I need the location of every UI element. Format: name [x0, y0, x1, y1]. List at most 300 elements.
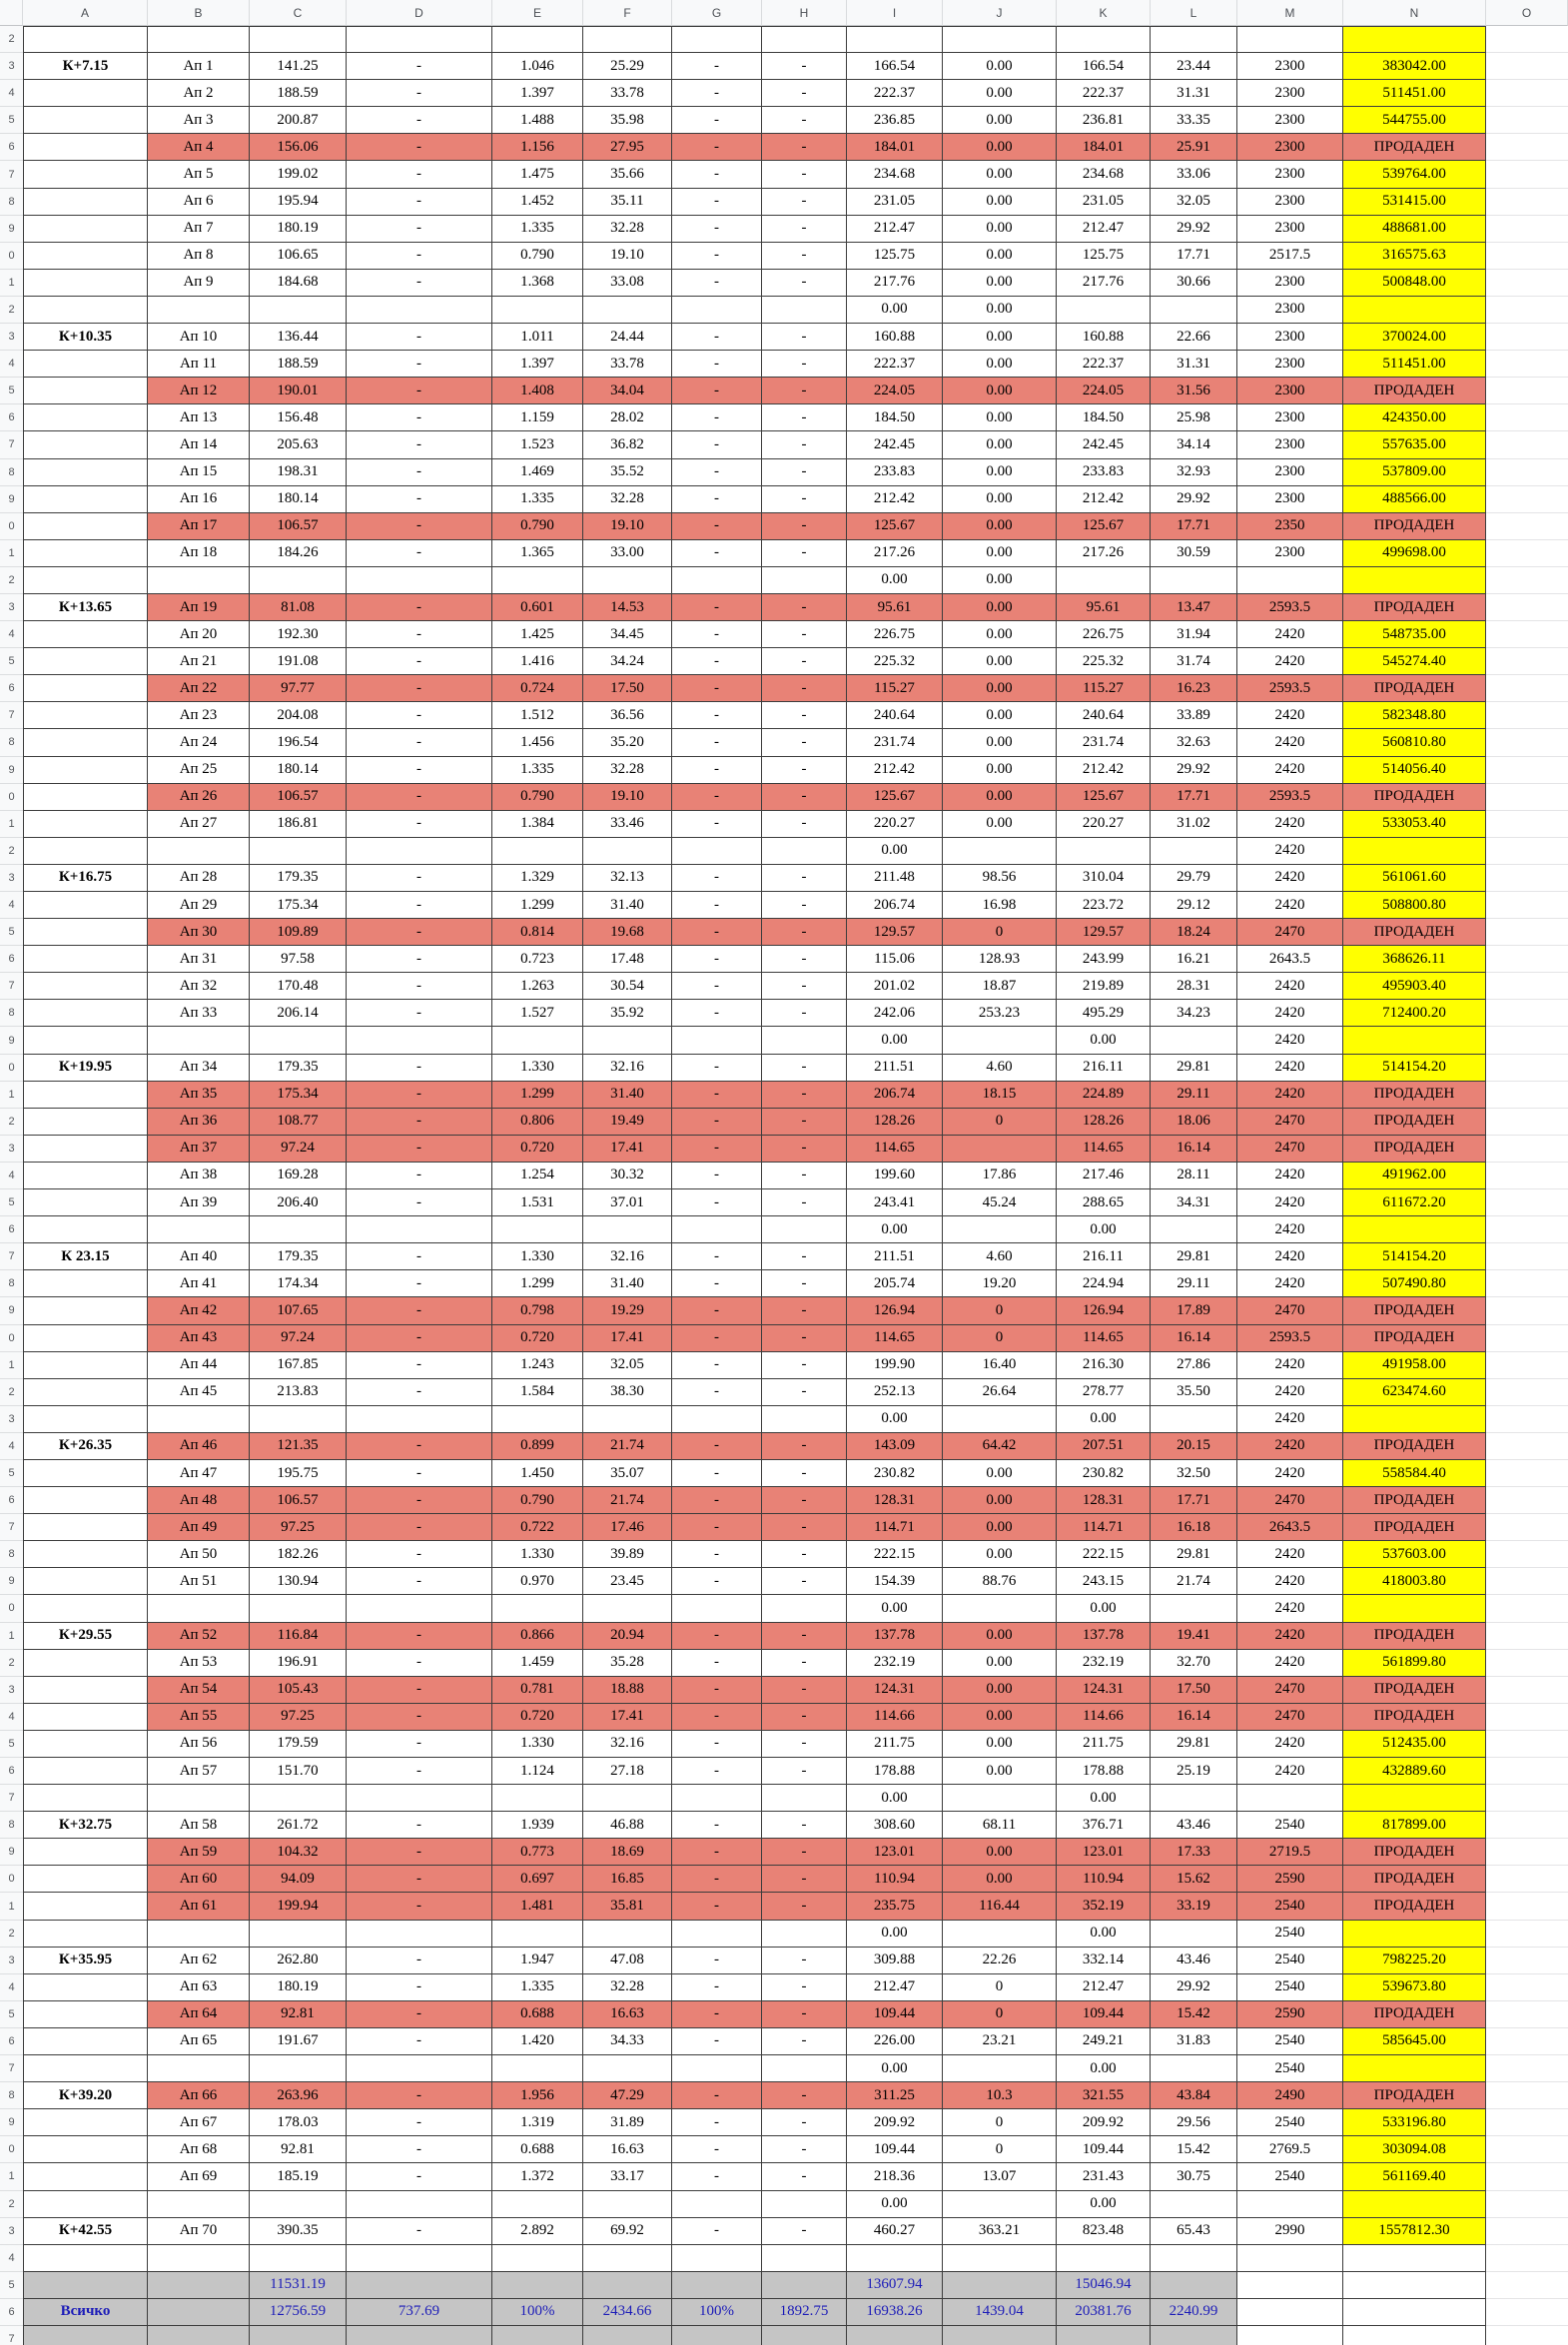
cell-N16[interactable]: 424350.00 [1343, 404, 1486, 431]
cell-J37[interactable]: 18.87 [943, 973, 1057, 1000]
column-header-M[interactable]: M [1237, 0, 1343, 26]
row-header-81[interactable]: 1 [0, 2163, 23, 2190]
cell-C73[interactable]: 262.80 [250, 1948, 347, 1974]
cell-F31[interactable]: 33.46 [583, 811, 672, 838]
cell-M66[interactable]: 2420 [1237, 1758, 1343, 1785]
cell-F61[interactable]: 20.94 [583, 1623, 672, 1650]
cell-J43[interactable] [943, 1136, 1057, 1163]
cell-J71[interactable]: 116.44 [943, 1893, 1057, 1920]
cell-B40[interactable]: Ап 34 [148, 1055, 250, 1082]
cell-I71[interactable]: 235.75 [847, 1893, 943, 1920]
cell-J6[interactable]: 0.00 [943, 134, 1057, 161]
cell-J24[interactable]: 0.00 [943, 621, 1057, 648]
cell-F58[interactable]: 39.89 [583, 1541, 672, 1568]
cell-M30[interactable]: 2593.5 [1237, 784, 1343, 811]
cell-B36[interactable]: Ап 31 [148, 946, 250, 973]
cell-K80[interactable]: 109.44 [1057, 2136, 1151, 2163]
cell-F9[interactable]: 32.28 [583, 216, 672, 243]
cell-K11[interactable]: 217.76 [1057, 270, 1151, 297]
row-header-73[interactable]: 3 [0, 1948, 23, 1974]
row-header-76[interactable]: 6 [0, 2028, 23, 2055]
cell-B18[interactable]: Ап 15 [148, 459, 250, 486]
cell-E30[interactable]: 0.790 [492, 784, 583, 811]
cell-D48[interactable]: - [347, 1270, 492, 1297]
cell-J31[interactable]: 0.00 [943, 811, 1057, 838]
row-header-25[interactable]: 5 [0, 648, 23, 675]
cell-C33[interactable]: 179.35 [250, 865, 347, 892]
cell-J84[interactable] [943, 2245, 1057, 2272]
cell-B62[interactable]: Ап 53 [148, 1650, 250, 1677]
cell-M87[interactable] [1237, 2326, 1343, 2345]
cell-A63[interactable] [23, 1677, 148, 1704]
cell-K22[interactable] [1057, 567, 1151, 594]
cell-M77[interactable]: 2540 [1237, 2055, 1343, 2082]
cell-M34[interactable]: 2420 [1237, 892, 1343, 919]
cell-K70[interactable]: 110.94 [1057, 1866, 1151, 1893]
cell-H45[interactable]: - [762, 1189, 847, 1216]
cell-J3[interactable]: 0.00 [943, 53, 1057, 80]
cell-K51[interactable]: 216.30 [1057, 1352, 1151, 1379]
cell-A65[interactable] [23, 1731, 148, 1758]
row-header-3[interactable]: 3 [0, 53, 23, 80]
cell-H34[interactable]: - [762, 892, 847, 919]
cell-H12[interactable] [762, 297, 847, 324]
cell-F35[interactable]: 19.68 [583, 919, 672, 946]
cell-I24[interactable]: 226.75 [847, 621, 943, 648]
cell-G81[interactable]: - [672, 2163, 762, 2190]
cell-G70[interactable]: - [672, 1866, 762, 1893]
cell-G5[interactable]: - [672, 107, 762, 134]
cell-L66[interactable]: 25.19 [1151, 1758, 1237, 1785]
cell-K10[interactable]: 125.75 [1057, 243, 1151, 270]
cell-I75[interactable]: 109.44 [847, 2001, 943, 2028]
cell-E55[interactable]: 1.450 [492, 1460, 583, 1487]
cell-B65[interactable]: Ап 56 [148, 1731, 250, 1758]
cell-D11[interactable]: - [347, 270, 492, 297]
cell-N70[interactable]: ПРОДАДЕН [1343, 1866, 1486, 1893]
cell-H14[interactable]: - [762, 351, 847, 378]
cell-G57[interactable]: - [672, 1514, 762, 1541]
cell-H44[interactable]: - [762, 1163, 847, 1189]
row-header-30[interactable]: 0 [0, 784, 23, 811]
cell-C15[interactable]: 190.01 [250, 378, 347, 404]
cell-M67[interactable] [1237, 1785, 1343, 1812]
cell-N9[interactable]: 488681.00 [1343, 216, 1486, 243]
cell-G76[interactable]: - [672, 2028, 762, 2055]
cell-N80[interactable]: 303094.08 [1343, 2136, 1486, 2163]
cell-C19[interactable]: 180.14 [250, 486, 347, 513]
cell-K14[interactable]: 222.37 [1057, 351, 1151, 378]
cell-N56[interactable]: ПРОДАДЕН [1343, 1487, 1486, 1514]
row-header-38[interactable]: 8 [0, 1000, 23, 1027]
row-header-59[interactable]: 9 [0, 1568, 23, 1595]
cell-N72[interactable] [1343, 1921, 1486, 1948]
cell-N47[interactable]: 514154.20 [1343, 1243, 1486, 1270]
cell-M69[interactable]: 2719.5 [1237, 1839, 1343, 1866]
cell-O74[interactable] [1486, 1974, 1568, 2001]
cell-B5[interactable]: Ап 3 [148, 107, 250, 134]
cell-K65[interactable]: 211.75 [1057, 1731, 1151, 1758]
cell-N11[interactable]: 500848.00 [1343, 270, 1486, 297]
cell-C3[interactable]: 141.25 [250, 53, 347, 80]
cell-D68[interactable]: - [347, 1812, 492, 1839]
cell-D59[interactable]: - [347, 1568, 492, 1595]
cell-E8[interactable]: 1.452 [492, 189, 583, 216]
cell-A48[interactable] [23, 1270, 148, 1297]
cell-E9[interactable]: 1.335 [492, 216, 583, 243]
cell-K43[interactable]: 114.65 [1057, 1136, 1151, 1163]
cell-O40[interactable] [1486, 1055, 1568, 1082]
cell-O66[interactable] [1486, 1758, 1568, 1785]
cell-C58[interactable]: 182.26 [250, 1541, 347, 1568]
cell-G19[interactable]: - [672, 486, 762, 513]
cell-H82[interactable] [762, 2191, 847, 2218]
row-header-17[interactable]: 7 [0, 431, 23, 458]
cell-L40[interactable]: 29.81 [1151, 1055, 1237, 1082]
cell-F4[interactable]: 33.78 [583, 80, 672, 107]
cell-K34[interactable]: 223.72 [1057, 892, 1151, 919]
row-header-53[interactable]: 3 [0, 1406, 23, 1433]
cell-C51[interactable]: 167.85 [250, 1352, 347, 1379]
column-header-N[interactable]: N [1343, 0, 1486, 26]
cell-K27[interactable]: 240.64 [1057, 702, 1151, 729]
cell-E22[interactable] [492, 567, 583, 594]
cell-O2[interactable] [1486, 26, 1568, 53]
cell-F51[interactable]: 32.05 [583, 1352, 672, 1379]
row-header-33[interactable]: 3 [0, 865, 23, 892]
cell-F79[interactable]: 31.89 [583, 2109, 672, 2136]
cell-L87[interactable] [1151, 2326, 1237, 2345]
cell-A41[interactable] [23, 1082, 148, 1109]
cell-L19[interactable]: 29.92 [1151, 486, 1237, 513]
cell-K66[interactable]: 178.88 [1057, 1758, 1151, 1785]
cell-A50[interactable] [23, 1325, 148, 1352]
cell-F82[interactable] [583, 2191, 672, 2218]
cell-D39[interactable] [347, 1027, 492, 1054]
cell-M74[interactable]: 2540 [1237, 1974, 1343, 2001]
cell-E61[interactable]: 0.866 [492, 1623, 583, 1650]
cell-G28[interactable]: - [672, 729, 762, 756]
cell-C32[interactable] [250, 838, 347, 865]
cell-D69[interactable]: - [347, 1839, 492, 1866]
cell-C27[interactable]: 204.08 [250, 702, 347, 729]
cell-G78[interactable]: - [672, 2082, 762, 2109]
cell-H69[interactable]: - [762, 1839, 847, 1866]
cell-J28[interactable]: 0.00 [943, 729, 1057, 756]
cell-J54[interactable]: 64.42 [943, 1433, 1057, 1460]
cell-D51[interactable]: - [347, 1352, 492, 1379]
cell-H28[interactable]: - [762, 729, 847, 756]
cell-G58[interactable]: - [672, 1541, 762, 1568]
cell-M54[interactable]: 2420 [1237, 1433, 1343, 1460]
cell-C43[interactable]: 97.24 [250, 1136, 347, 1163]
cell-L34[interactable]: 29.12 [1151, 892, 1237, 919]
cell-L45[interactable]: 34.31 [1151, 1189, 1237, 1216]
cell-H70[interactable]: - [762, 1866, 847, 1893]
cell-D2[interactable] [347, 26, 492, 53]
cell-A12[interactable] [23, 297, 148, 324]
cell-B72[interactable] [148, 1921, 250, 1948]
cell-G22[interactable] [672, 567, 762, 594]
cell-J83[interactable]: 363.21 [943, 2218, 1057, 2245]
cell-F67[interactable] [583, 1785, 672, 1812]
row-header-43[interactable]: 3 [0, 1136, 23, 1163]
cell-A74[interactable] [23, 1974, 148, 2001]
cell-N82[interactable] [1343, 2191, 1486, 2218]
cell-F66[interactable]: 27.18 [583, 1758, 672, 1785]
cell-M7[interactable]: 2300 [1237, 161, 1343, 188]
cell-I82[interactable]: 0.00 [847, 2191, 943, 2218]
cell-H35[interactable]: - [762, 919, 847, 946]
cell-A82[interactable] [23, 2191, 148, 2218]
cell-E62[interactable]: 1.459 [492, 1650, 583, 1677]
cell-C81[interactable]: 185.19 [250, 2163, 347, 2190]
cell-L10[interactable]: 17.71 [1151, 243, 1237, 270]
cell-M13[interactable]: 2300 [1237, 324, 1343, 351]
cell-J86[interactable]: 1439.04 [943, 2299, 1057, 2326]
cell-E25[interactable]: 1.416 [492, 648, 583, 675]
cell-E38[interactable]: 1.527 [492, 1000, 583, 1027]
cell-O82[interactable] [1486, 2191, 1568, 2218]
cell-A59[interactable] [23, 1568, 148, 1595]
cell-J25[interactable]: 0.00 [943, 648, 1057, 675]
row-header-2[interactable]: 2 [0, 26, 23, 53]
cell-H49[interactable]: - [762, 1297, 847, 1324]
cell-F37[interactable]: 30.54 [583, 973, 672, 1000]
cell-C69[interactable]: 104.32 [250, 1839, 347, 1866]
cell-L74[interactable]: 29.92 [1151, 1974, 1237, 2001]
cell-E31[interactable]: 1.384 [492, 811, 583, 838]
cell-M56[interactable]: 2470 [1237, 1487, 1343, 1514]
cell-D13[interactable]: - [347, 324, 492, 351]
cell-I70[interactable]: 110.94 [847, 1866, 943, 1893]
cell-L56[interactable]: 17.71 [1151, 1487, 1237, 1514]
cell-F54[interactable]: 21.74 [583, 1433, 672, 1460]
cell-F11[interactable]: 33.08 [583, 270, 672, 297]
cell-D8[interactable]: - [347, 189, 492, 216]
cell-E27[interactable]: 1.512 [492, 702, 583, 729]
cell-L32[interactable] [1151, 838, 1237, 865]
cell-A31[interactable] [23, 811, 148, 838]
cell-O41[interactable] [1486, 1082, 1568, 1109]
cell-C6[interactable]: 156.06 [250, 134, 347, 161]
cell-N25[interactable]: 545274.40 [1343, 648, 1486, 675]
cell-J62[interactable]: 0.00 [943, 1650, 1057, 1677]
cell-N69[interactable]: ПРОДАДЕН [1343, 1839, 1486, 1866]
row-header-44[interactable]: 4 [0, 1163, 23, 1189]
cell-G12[interactable] [672, 297, 762, 324]
cell-B32[interactable] [148, 838, 250, 865]
cell-D53[interactable] [347, 1406, 492, 1433]
row-header-7[interactable]: 7 [0, 161, 23, 188]
cell-O46[interactable] [1486, 1216, 1568, 1243]
cell-C23[interactable]: 81.08 [250, 594, 347, 621]
cell-G31[interactable]: - [672, 811, 762, 838]
cell-F71[interactable]: 35.81 [583, 1893, 672, 1920]
cell-A42[interactable] [23, 1109, 148, 1136]
cell-G48[interactable]: - [672, 1270, 762, 1297]
cell-I10[interactable]: 125.75 [847, 243, 943, 270]
cell-G39[interactable] [672, 1027, 762, 1054]
cell-B30[interactable]: Ап 26 [148, 784, 250, 811]
cell-B64[interactable]: Ап 55 [148, 1704, 250, 1731]
cell-O27[interactable] [1486, 702, 1568, 729]
cell-F76[interactable]: 34.33 [583, 2028, 672, 2055]
cell-F52[interactable]: 38.30 [583, 1379, 672, 1406]
cell-F77[interactable] [583, 2055, 672, 2082]
cell-D3[interactable]: - [347, 53, 492, 80]
cell-J81[interactable]: 13.07 [943, 2163, 1057, 2190]
cell-C40[interactable]: 179.35 [250, 1055, 347, 1082]
cell-L42[interactable]: 18.06 [1151, 1109, 1237, 1136]
cell-N55[interactable]: 558584.40 [1343, 1460, 1486, 1487]
cell-O73[interactable] [1486, 1948, 1568, 1974]
cell-F86[interactable]: 2434.66 [583, 2299, 672, 2326]
cell-M53[interactable]: 2420 [1237, 1406, 1343, 1433]
cell-K44[interactable]: 217.46 [1057, 1163, 1151, 1189]
cell-M39[interactable]: 2420 [1237, 1027, 1343, 1054]
cell-F39[interactable] [583, 1027, 672, 1054]
cell-J41[interactable]: 18.15 [943, 1082, 1057, 1109]
cell-D26[interactable]: - [347, 675, 492, 702]
row-header-69[interactable]: 9 [0, 1839, 23, 1866]
cell-I12[interactable]: 0.00 [847, 297, 943, 324]
cell-M48[interactable]: 2420 [1237, 1270, 1343, 1297]
cell-J51[interactable]: 16.40 [943, 1352, 1057, 1379]
cell-O80[interactable] [1486, 2136, 1568, 2163]
cell-I26[interactable]: 115.27 [847, 675, 943, 702]
cell-D4[interactable]: - [347, 80, 492, 107]
cell-L83[interactable]: 65.43 [1151, 2218, 1237, 2245]
cell-G41[interactable]: - [672, 1082, 762, 1109]
cell-N61[interactable]: ПРОДАДЕН [1343, 1623, 1486, 1650]
cell-M3[interactable]: 2300 [1237, 53, 1343, 80]
cell-D66[interactable]: - [347, 1758, 492, 1785]
row-header-18[interactable]: 8 [0, 459, 23, 486]
row-header-28[interactable]: 8 [0, 729, 23, 756]
cell-O51[interactable] [1486, 1352, 1568, 1379]
cell-C12[interactable] [250, 297, 347, 324]
cell-E82[interactable] [492, 2191, 583, 2218]
cell-H78[interactable]: - [762, 2082, 847, 2109]
cell-L60[interactable] [1151, 1595, 1237, 1622]
cell-O84[interactable] [1486, 2245, 1568, 2272]
cell-E7[interactable]: 1.475 [492, 161, 583, 188]
cell-M86[interactable] [1237, 2299, 1343, 2326]
cell-N17[interactable]: 557635.00 [1343, 431, 1486, 458]
cell-C87[interactable] [250, 2326, 347, 2345]
cell-H24[interactable]: - [762, 621, 847, 648]
cell-K42[interactable]: 128.26 [1057, 1109, 1151, 1136]
cell-F17[interactable]: 36.82 [583, 431, 672, 458]
cell-D64[interactable]: - [347, 1704, 492, 1731]
cell-M29[interactable]: 2420 [1237, 757, 1343, 784]
cell-J7[interactable]: 0.00 [943, 161, 1057, 188]
cell-A56[interactable] [23, 1487, 148, 1514]
cell-N85[interactable] [1343, 2272, 1486, 2299]
cell-D19[interactable]: - [347, 486, 492, 513]
cell-B66[interactable]: Ап 57 [148, 1758, 250, 1785]
cell-A75[interactable] [23, 2001, 148, 2028]
cell-O72[interactable] [1486, 1921, 1568, 1948]
cell-I25[interactable]: 225.32 [847, 648, 943, 675]
cell-F65[interactable]: 32.16 [583, 1731, 672, 1758]
row-header-78[interactable]: 8 [0, 2082, 23, 2109]
cell-G74[interactable]: - [672, 1974, 762, 2001]
cell-O56[interactable] [1486, 1487, 1568, 1514]
cell-I73[interactable]: 309.88 [847, 1948, 943, 1974]
cell-A55[interactable] [23, 1460, 148, 1487]
cell-K57[interactable]: 114.71 [1057, 1514, 1151, 1541]
cell-I29[interactable]: 212.42 [847, 757, 943, 784]
cell-H23[interactable]: - [762, 594, 847, 621]
cell-O61[interactable] [1486, 1623, 1568, 1650]
cell-L58[interactable]: 29.81 [1151, 1541, 1237, 1568]
cell-O26[interactable] [1486, 675, 1568, 702]
cell-C22[interactable] [250, 567, 347, 594]
cell-K64[interactable]: 114.66 [1057, 1704, 1151, 1731]
column-header-O[interactable]: O [1486, 0, 1568, 26]
cell-J69[interactable]: 0.00 [943, 1839, 1057, 1866]
cell-M55[interactable]: 2420 [1237, 1460, 1343, 1487]
cell-M44[interactable]: 2420 [1237, 1163, 1343, 1189]
cell-I52[interactable]: 252.13 [847, 1379, 943, 1406]
cell-F26[interactable]: 17.50 [583, 675, 672, 702]
cell-E68[interactable]: 1.939 [492, 1812, 583, 1839]
cell-D17[interactable]: - [347, 431, 492, 458]
cell-N35[interactable]: ПРОДАДЕН [1343, 919, 1486, 946]
cell-I35[interactable]: 129.57 [847, 919, 943, 946]
cell-F24[interactable]: 34.45 [583, 621, 672, 648]
cell-G66[interactable]: - [672, 1758, 762, 1785]
cell-C45[interactable]: 206.40 [250, 1189, 347, 1216]
cell-A11[interactable] [23, 270, 148, 297]
cell-H52[interactable]: - [762, 1379, 847, 1406]
cell-J87[interactable] [943, 2326, 1057, 2345]
cell-G75[interactable]: - [672, 2001, 762, 2028]
cell-L31[interactable]: 31.02 [1151, 811, 1237, 838]
cell-B4[interactable]: Ап 2 [148, 80, 250, 107]
cell-O28[interactable] [1486, 729, 1568, 756]
cell-J5[interactable]: 0.00 [943, 107, 1057, 134]
cell-G29[interactable]: - [672, 757, 762, 784]
cell-O58[interactable] [1486, 1541, 1568, 1568]
row-header-5[interactable]: 5 [0, 107, 23, 134]
cell-E56[interactable]: 0.790 [492, 1487, 583, 1514]
cell-K5[interactable]: 236.81 [1057, 107, 1151, 134]
cell-B50[interactable]: Ап 43 [148, 1325, 250, 1352]
cell-B27[interactable]: Ап 23 [148, 702, 250, 729]
cell-D58[interactable]: - [347, 1541, 492, 1568]
cell-F33[interactable]: 32.13 [583, 865, 672, 892]
cell-N79[interactable]: 533196.80 [1343, 2109, 1486, 2136]
cell-G49[interactable]: - [672, 1297, 762, 1324]
cell-O22[interactable] [1486, 567, 1568, 594]
cell-E80[interactable]: 0.688 [492, 2136, 583, 2163]
cell-M43[interactable]: 2470 [1237, 1136, 1343, 1163]
cell-L49[interactable]: 17.89 [1151, 1297, 1237, 1324]
cell-O23[interactable] [1486, 594, 1568, 621]
row-header-27[interactable]: 7 [0, 702, 23, 729]
cell-E51[interactable]: 1.243 [492, 1352, 583, 1379]
cell-B9[interactable]: Ап 7 [148, 216, 250, 243]
cell-N60[interactable] [1343, 1595, 1486, 1622]
cell-K61[interactable]: 137.78 [1057, 1623, 1151, 1650]
row-header-6[interactable]: 6 [0, 134, 23, 161]
row-header-61[interactable]: 1 [0, 1623, 23, 1650]
cell-I38[interactable]: 242.06 [847, 1000, 943, 1027]
cell-L59[interactable]: 21.74 [1151, 1568, 1237, 1595]
